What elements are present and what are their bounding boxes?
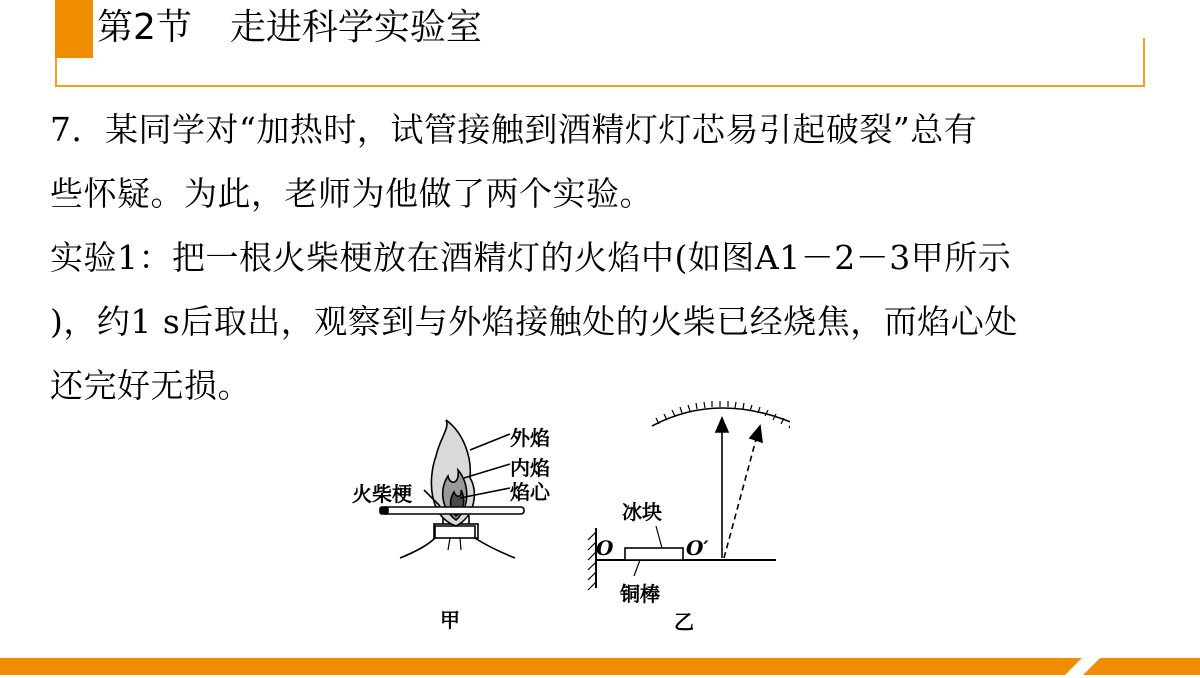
footer-bar xyxy=(0,658,1200,675)
label-matchstick: 火柴梗 xyxy=(352,482,412,506)
question-text xyxy=(50,98,1150,418)
header-border-right xyxy=(1143,38,1145,86)
lamp-shadow-lines xyxy=(448,538,461,550)
label-point-o-prime: O′ xyxy=(686,536,709,560)
experiment-figure xyxy=(340,398,790,638)
label-ice-block: 冰块 xyxy=(622,500,662,524)
question-line: 些怀疑。为此，老师为他做了两个实验。 xyxy=(50,174,653,213)
label-outer-flame: 外焰 xyxy=(510,426,550,450)
header-accent-bar xyxy=(55,0,93,58)
needle-vertical-arrow xyxy=(716,418,728,432)
label-point-o: O xyxy=(596,536,614,560)
label-copper-rod: 铜棒 xyxy=(620,582,660,606)
label-inner-flame: 内焰 xyxy=(510,456,550,480)
matchstick-head xyxy=(380,507,388,514)
page-title xyxy=(97,6,482,50)
copper-rod-illustration xyxy=(588,401,790,590)
question-line: 7．某同学对“加热时，试管接触到酒精灯灯芯易引起破裂”总有 xyxy=(50,110,978,149)
outer-flame-pointer xyxy=(470,434,510,450)
ice-pointer xyxy=(656,526,662,548)
wall-hatching xyxy=(588,532,596,590)
caption-figure-a: 甲 xyxy=(440,608,460,632)
caption-figure-b: 乙 xyxy=(674,610,694,634)
header-border-bottom xyxy=(55,85,1145,87)
section-number: 第2节 xyxy=(97,7,192,48)
question-line: 还完好无损。 xyxy=(50,366,251,405)
ice-block xyxy=(625,548,683,560)
needle-deflected xyxy=(724,432,758,558)
figure-drawing xyxy=(340,398,790,638)
lamp-body xyxy=(400,526,515,558)
copper-rod-pointer xyxy=(634,560,640,576)
header-border-left xyxy=(55,58,57,86)
label-flame-core: 焰心 xyxy=(510,480,550,504)
matchstick xyxy=(382,507,524,514)
question-line: 实验1：把一根火柴梗放在酒精灯的火焰中(如图A1－2－3甲所示 xyxy=(50,238,1012,277)
needle-deflected-arrow xyxy=(750,426,762,442)
question-line: )，约1 s后取出，观察到与外焰接触处的火柴已经烧焦，而焰心处 xyxy=(50,302,1018,341)
section-title: 走进科学实验室 xyxy=(229,7,482,48)
